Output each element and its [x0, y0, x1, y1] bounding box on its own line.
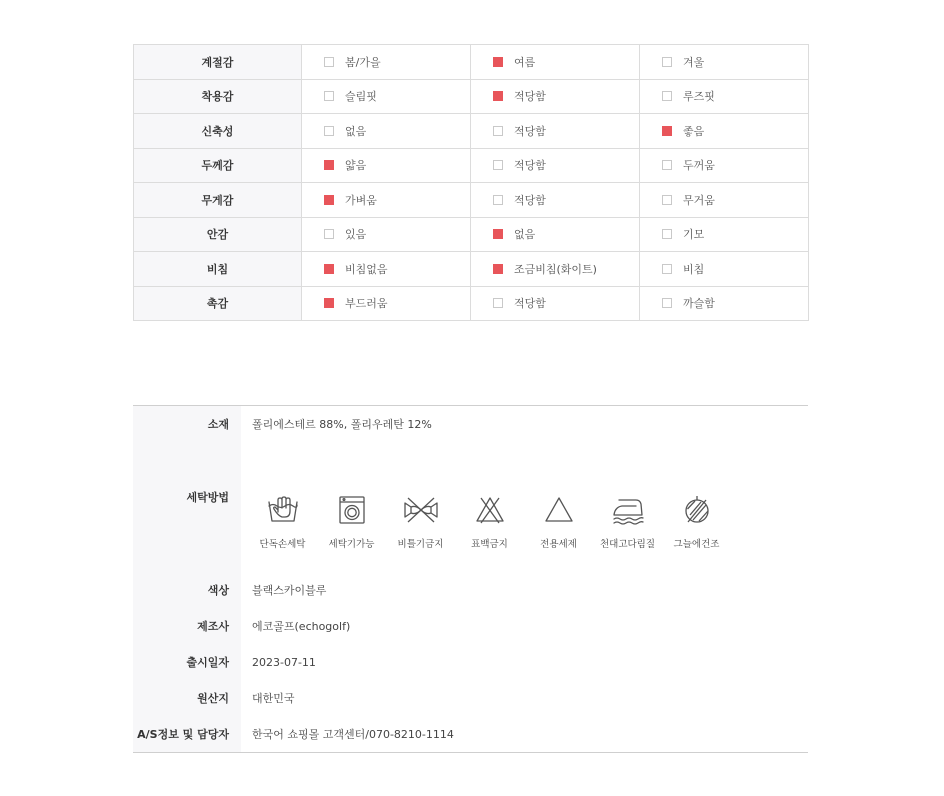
attribute-option [302, 148, 471, 183]
wash-item [386, 494, 455, 550]
attribute-label: 두께감 [134, 148, 302, 183]
attribute-row [134, 286, 809, 321]
no-wring-icon [402, 494, 440, 526]
wash-item [662, 494, 731, 550]
info-value: 폴리에스테르 88%, 폴리우레탄 12% [252, 418, 432, 431]
attribute-option-content [471, 123, 639, 139]
attribute-option [640, 114, 809, 149]
wash-icon-list [248, 494, 731, 550]
attribute-option-content [640, 88, 808, 104]
attribute-option-label: 적당함 [514, 193, 546, 207]
attribute-option [640, 183, 809, 218]
attribute-option-label: 무거움 [683, 193, 715, 207]
info-row-maker [133, 608, 808, 644]
info-label: 제조사 [197, 620, 229, 633]
wash-label: 그늘에건조 [673, 539, 720, 550]
attribute-row [134, 79, 809, 114]
wash-item [248, 494, 317, 550]
unchecked-checkbox [662, 160, 672, 170]
attribute-option-label: 없음 [514, 228, 536, 242]
unchecked-checkbox [662, 57, 672, 67]
product-info-table [133, 405, 808, 753]
wash-item [455, 494, 524, 550]
unchecked-checkbox [493, 298, 503, 308]
unchecked-checkbox [662, 195, 672, 205]
wash-label: 표백금지 [471, 539, 508, 550]
info-value: 블랙스카이블루 [252, 584, 327, 597]
neutral-detergent-icon [543, 494, 575, 526]
wash-label: 단독손세탁 [259, 539, 306, 550]
unchecked-checkbox [324, 91, 334, 101]
unchecked-checkbox [324, 126, 334, 136]
attribute-option [471, 183, 640, 218]
attribute-option-content [640, 54, 808, 70]
attribute-option-label: 없음 [345, 124, 367, 138]
attribute-label: 신축성 [134, 114, 302, 149]
info-label: 소재 [207, 418, 229, 431]
washing-machine-icon [336, 494, 368, 526]
attribute-option-content [640, 157, 808, 173]
attribute-option-label: 기모 [683, 228, 705, 242]
attribute-option [302, 79, 471, 114]
attribute-label: 착용감 [134, 79, 302, 114]
unchecked-checkbox [662, 264, 672, 274]
attribute-option-label: 비침없음 [345, 262, 388, 276]
no-bleach-icon [474, 494, 506, 526]
attribute-option-content [471, 261, 639, 277]
attribute-option-label: 얇음 [345, 159, 367, 173]
attribute-row [134, 45, 809, 80]
attribute-option-label: 적당함 [514, 297, 546, 311]
attribute-option-content [471, 226, 639, 242]
info-value: 에코골프(echogolf) [252, 620, 351, 633]
attribute-option [302, 45, 471, 80]
unchecked-checkbox [662, 91, 672, 101]
attribute-option [471, 148, 640, 183]
attribute-option-label: 비침 [683, 262, 705, 276]
attribute-label: 비침 [134, 252, 302, 287]
attribute-option [302, 217, 471, 252]
wash-label: 비틀기금지 [397, 539, 444, 550]
attribute-option-label: 적당함 [514, 159, 546, 173]
unchecked-checkbox [662, 298, 672, 308]
info-value: 대한민국 [252, 692, 295, 705]
attribute-option-label: 봄/가을 [345, 55, 381, 69]
info-label: 출시일자 [186, 656, 229, 669]
attribute-row [134, 114, 809, 149]
attribute-option [302, 252, 471, 287]
info-row-material [133, 406, 808, 442]
attribute-option [640, 252, 809, 287]
attribute-option [471, 286, 640, 321]
attribute-option-content [302, 226, 470, 242]
info-row-wash [133, 442, 808, 572]
attribute-option-content [640, 192, 808, 208]
attribute-option-label: 여름 [514, 55, 536, 69]
info-value: 한국어 쇼핑몰 고객센터/070-8210-1114 [252, 728, 454, 741]
checked-checkbox [324, 195, 334, 205]
attribute-option-content [471, 54, 639, 70]
attribute-option [471, 252, 640, 287]
info-label: 원산지 [197, 692, 229, 705]
attribute-option [302, 183, 471, 218]
attribute-option-label: 가벼움 [345, 193, 377, 207]
attribute-option-content [302, 157, 470, 173]
wash-item [524, 494, 593, 550]
unchecked-checkbox [493, 160, 503, 170]
attribute-label: 무게감 [134, 183, 302, 218]
attribute-option [471, 45, 640, 80]
attribute-option-content [302, 295, 470, 311]
checked-checkbox [324, 264, 334, 274]
attribute-option-content [471, 295, 639, 311]
attribute-option-label: 겨울 [683, 55, 705, 69]
unchecked-checkbox [324, 229, 334, 239]
attribute-option-content [640, 261, 808, 277]
info-label: A/S정보 및 담당자 [137, 728, 229, 741]
attribute-table-body [134, 45, 809, 321]
wash-label: 천대고다림질 [599, 539, 656, 550]
info-row-color [133, 572, 808, 608]
attribute-option-label: 적당함 [514, 90, 546, 104]
attribute-row [134, 217, 809, 252]
attribute-option-content [302, 261, 470, 277]
info-row-origin [133, 680, 808, 716]
unchecked-checkbox [324, 57, 334, 67]
info-label: 색상 [207, 584, 229, 597]
attribute-option-label: 두꺼움 [683, 159, 715, 173]
attribute-option-content [471, 157, 639, 173]
attribute-option [471, 217, 640, 252]
checked-checkbox [493, 57, 503, 67]
attribute-option-content [640, 123, 808, 139]
attribute-option [471, 79, 640, 114]
attribute-label: 촉감 [134, 286, 302, 321]
info-label: 세탁방법 [186, 491, 229, 504]
attribute-option-content [302, 54, 470, 70]
attribute-option-label: 까슬함 [683, 297, 715, 311]
info-row-release-date [133, 644, 808, 680]
checked-checkbox [324, 298, 334, 308]
checked-checkbox [493, 264, 503, 274]
attribute-row [134, 252, 809, 287]
attribute-option [302, 114, 471, 149]
wash-label: 전용세제 [540, 539, 577, 550]
attribute-table [133, 44, 809, 321]
attribute-option-label: 좋음 [683, 124, 705, 138]
checked-checkbox [662, 126, 672, 136]
info-row-as-contact [133, 716, 808, 752]
checked-checkbox [493, 91, 503, 101]
unchecked-checkbox [493, 126, 503, 136]
attribute-option-label: 있음 [345, 228, 367, 242]
unchecked-checkbox [493, 195, 503, 205]
wash-item [317, 494, 386, 550]
attribute-option-content [640, 226, 808, 242]
attribute-option [640, 148, 809, 183]
attribute-option [640, 286, 809, 321]
shade-dry-icon [681, 494, 713, 526]
iron-cloth-icon [610, 494, 646, 526]
attribute-option [302, 286, 471, 321]
attribute-row [134, 183, 809, 218]
wash-item [593, 494, 662, 550]
hand-wash-icon [267, 494, 299, 526]
attribute-option-label: 루즈핏 [683, 90, 715, 104]
checked-checkbox [324, 160, 334, 170]
info-value: 2023-07-11 [252, 655, 316, 669]
attribute-option-content [471, 192, 639, 208]
attribute-option-content [640, 295, 808, 311]
attribute-option-label: 슬림핏 [345, 90, 377, 104]
wash-label: 세탁기가능 [328, 539, 375, 550]
attribute-option-label: 조금비침(화이트) [514, 262, 597, 276]
attribute-label: 안감 [134, 217, 302, 252]
attribute-option [640, 217, 809, 252]
checked-checkbox [493, 229, 503, 239]
attribute-label: 계절감 [134, 45, 302, 80]
attribute-option [640, 45, 809, 80]
attribute-option-content [302, 123, 470, 139]
attribute-option-content [302, 192, 470, 208]
attribute-row [134, 148, 809, 183]
attribute-option-content [471, 88, 639, 104]
attribute-option [640, 79, 809, 114]
attribute-option-label: 부드러움 [345, 297, 388, 311]
attribute-option [471, 114, 640, 149]
unchecked-checkbox [662, 229, 672, 239]
attribute-option-content [302, 88, 470, 104]
attribute-option-label: 적당함 [514, 124, 546, 138]
